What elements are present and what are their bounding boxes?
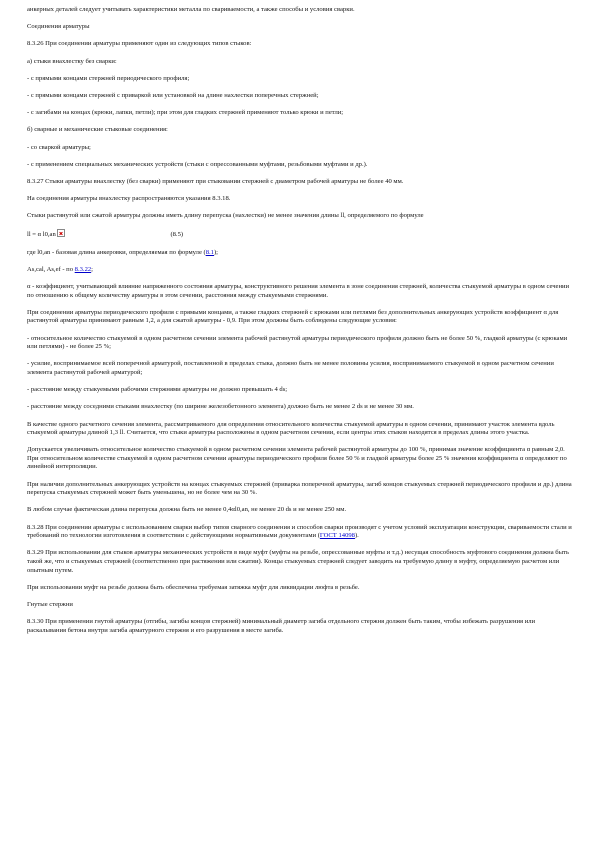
broken-image-icon bbox=[57, 229, 65, 237]
formula-8-5: ll = α l0,an (8.5) bbox=[27, 231, 184, 239]
paragraph: 8.3.27 Стыки арматуры внахлестку (без сварки) применяют при стыковании стержней с диаметром рабочей арматуры не более 40 мм. bbox=[27, 177, 404, 185]
list-item: - расстояние между стыкуемыми рабочими стержнями арматуры не должно превышать 4 ds; bbox=[27, 386, 288, 394]
paragraph: При использовании муфт на резьбе должна быть обеспечена требуемая затяжка муфт для ликвидации люфта в резьбе. bbox=[27, 583, 360, 591]
paragraph: 8.3.26 При соединении арматуры применяют один из следующих типов стыков: bbox=[27, 40, 252, 48]
link-formula-8-1[interactable]: 8.1 bbox=[205, 248, 214, 256]
paragraph: 8.3.30 При применении гнутой арматуры (отгибы, загибы концов стержней) минимальный диаметр загиба отдельного стержня должен быть таким, чтобы избежать разрушения или раскалывания бетона внутри загиба арматурного стержня и его разрушения в месте загиба. bbox=[27, 618, 536, 634]
paragraph: Допускается увеличивать относительное количество стыкуемой в одном расчетном сечении элемента рабочей растянутой арматуры до 100 %, принимая значение коэффициента α равным 2,0. При относительном количестве стыкуемой в одном расчетном сечении арматуры периодического профиля более 50 % и гладкой арматуры более 25 % значения коэффициента α определяют по линейной интерполяции. bbox=[27, 446, 567, 471]
list-item: - относительное количество стыкуемой в одном расчетном сечении элемента рабочей растянутой арматуры периодического профиля должно быть не более 50 %, гладкой арматуры (с крюками или петлями) - не более 25 %; bbox=[27, 334, 568, 351]
list-item: - с прямыми концами стержней с приваркой или установкой на длине нахлестки поперечных стержней; bbox=[27, 91, 319, 99]
paragraph: где l0,an - базовая длина анкеровки, определяемая по формуле (8.1); bbox=[27, 248, 219, 256]
paragraph: а) стыки внахлестку без сварки: bbox=[27, 57, 117, 65]
formula-number: (8.5) bbox=[170, 231, 184, 239]
paragraph: В качестве одного расчетного сечения элемента, рассматриваемого для определения относительного количества стыкуемой арматуры в одном сечении, принимают участок элемента вдоль стыкуемой арматуры длиной 1,3 ll. Считается, что стыки арматуры расположены в одном расчетном сечении, если центры этих стыков находятся в пределах длины этого участка. bbox=[27, 420, 555, 437]
section-heading: Гнутые стержни bbox=[27, 600, 73, 608]
link-gost-14098[interactable]: ГОСТ 14098 bbox=[319, 532, 355, 540]
list-item: - с применением специальных механических устройств (стыки с опрессованными муфтами, резьбовыми муфтами и др.). bbox=[27, 160, 368, 168]
link-8-3-22[interactable]: 8.3.22 bbox=[74, 265, 92, 273]
list-item: - со сваркой арматуры; bbox=[27, 143, 91, 151]
paragraph: б) сварные и механические стыковые соединения: bbox=[27, 126, 168, 134]
paragraph: α - коэффициент, учитывающий влияние напряженного состояния арматуры, конструктивного решения элемента в зоне соединения стержней, количества стыкуемой арматуры в одном сечении по отношению к общему количеству арматуры в этом сечении, расстояния между стыкуемыми стержнями. bbox=[27, 283, 570, 299]
paragraph: При соединении арматуры периодического профиля с прямыми концами, а также гладких стержней с крюками или петлями без дополнительных анкерующих устройств коэффициент α для растянутой арматуры принимают равным 1,2, а для сжатой арматуры - 0,9. При этом должны быть соблюдены следующие условия: bbox=[27, 308, 559, 325]
paragraph: При наличии дополнительных анкерующих устройств на концах стыкуемых стержней (приварка поперечной арматуры, загиб концов стыкуемых стержней периодического профиля и др.) длина перепуска стыкуемых стержней может быть уменьшена, но не более чем на 30 %. bbox=[27, 480, 572, 497]
paragraph: 8.3.28 При соединении арматуры с использованием сварки выбор типов сварного соединения и способов сварки производят с учетом условий эксплуатации конструкции, свариваемости стали и требований по технологии изготовления в соответствии с действующими нормативными документами (ГОСТ 14098). bbox=[27, 523, 572, 540]
document-body bbox=[27, 6, 572, 644]
list-item: - расстояние между соседними стыками внахлестку (по ширине железобетонного элемента) должно быть не менее 2 ds и не менее 30 мм. bbox=[27, 403, 414, 411]
section-heading: Соединения арматуры bbox=[27, 23, 90, 31]
paragraph: В любом случае фактическая длина перепуска должна быть не менее 0,4αl0,an, не менее 20 ds и не менее 250 мм. bbox=[27, 506, 347, 514]
paragraph: Стыки растянутой или сжатой арматуры должны иметь длину перепуска (нахлестки) не менее значения длины ll, определяемого по формуле bbox=[27, 212, 424, 220]
list-item: - с загибами на концах (крюки, лапки, петли); при этом для гладких стержней применяют только крюки и петли; bbox=[27, 109, 344, 117]
paragraph: 8.3.29 При использовании для стыков арматуры механических устройств в виде муфт (муфты на резьбе, опрессованные муфты и т.д.) несущая способность муфтового соединения должна быть такой же, что и стыкуемых стержней (соответственно при растяжении или сжатии). Концы стыкуемых стержней следует заводить на требуемую длину в муфту, определяемую расчетом или опытным путем. bbox=[27, 549, 569, 574]
paragraph: As,cal, As,ef - по 8.3.22; bbox=[27, 265, 93, 273]
paragraph: На соединения арматуры внахлестку распространяются указания 8.3.18. bbox=[27, 195, 231, 203]
paragraph: анкерных деталей следует учитывать характеристики металла по свариваемости, а также способы и условия сварки. bbox=[27, 6, 355, 13]
list-item: - усилие, воспринимаемое всей поперечной арматурой, поставленной в пределах стыка, должно быть не менее половины усилия, воспринимаемого стыкуемой в одном расчетном сечении элемента растянутой рабочей арматурой; bbox=[27, 360, 554, 376]
list-item: - с прямыми концами стержней периодического профиля; bbox=[27, 74, 190, 82]
